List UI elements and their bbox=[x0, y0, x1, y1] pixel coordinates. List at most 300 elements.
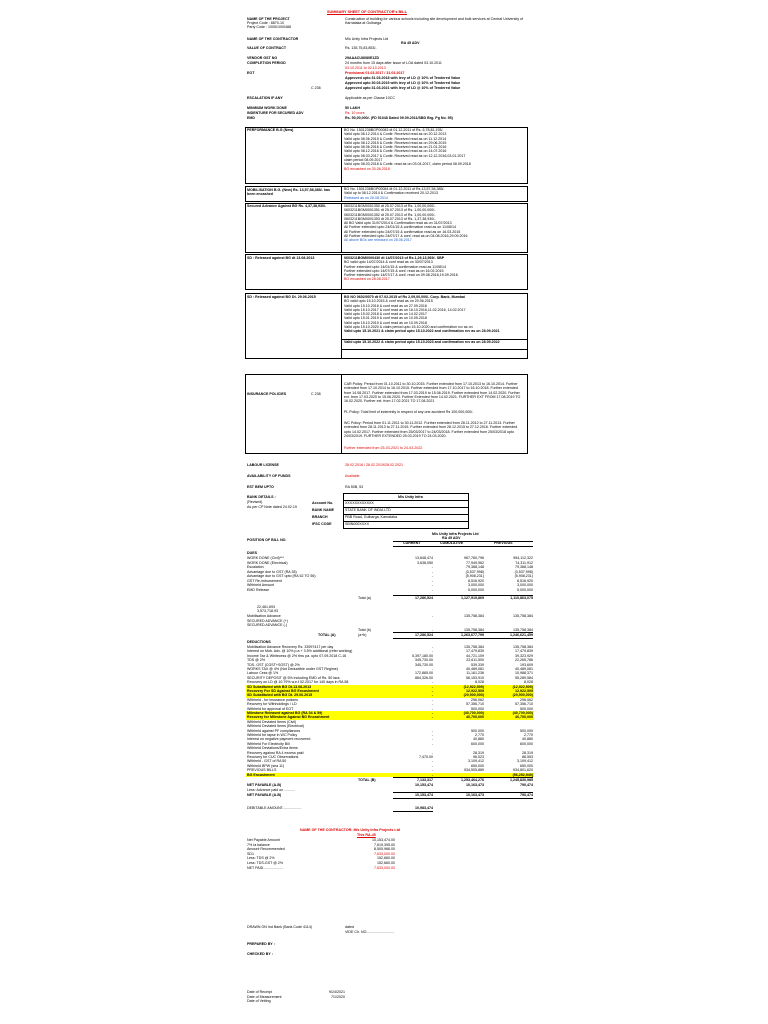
deduction-row-name: Recovery for Withholdings / LD bbox=[247, 702, 297, 707]
labour-label: LABOUR LICENSE bbox=[247, 463, 279, 467]
vide-label: VIDE Ch. NO............................ bbox=[345, 930, 395, 934]
total-a-label: Total (a) bbox=[358, 596, 371, 600]
section-line: Valid upto 08.06.2016 & Confir. Received read as on 21.01.2016 bbox=[344, 145, 447, 150]
total-ab-previous: 1,246,621,459 bbox=[510, 633, 533, 637]
project-description: Construction of building for various schools including site development and bulk services at Central University of Karnataka at Gulbarga bbox=[345, 17, 523, 26]
contractor-value: M/s Unity Infra Projects Ltd bbox=[345, 37, 389, 41]
net-payable2-cumulative: 10,163,473 bbox=[466, 793, 484, 797]
deduction-row-name: Withheld for lapse in WC Policy bbox=[247, 733, 298, 737]
project-label: NAME OF THE PROJECT bbox=[247, 17, 290, 21]
section-blue-line: All above BGs are released on 28.06.2017 bbox=[344, 238, 412, 243]
payment-row-value: 7,619,395.00 bbox=[374, 842, 395, 847]
section-label: Secured Advance Against BG Rs. 4,37,38,930/- bbox=[247, 204, 327, 208]
payment-title: NAME OF THE CONTRACTOR: M/s Unity Infra Projects Ltd bbox=[300, 828, 400, 832]
deduction-row-current: - bbox=[431, 737, 433, 742]
section-lines bbox=[344, 204, 467, 243]
dues-row-current: - bbox=[431, 574, 433, 578]
payment-row-label: Amount Recommended bbox=[247, 847, 285, 852]
section-line: Further extended upto 14/07/15 & conf. read as on 16.02.2015 bbox=[344, 268, 444, 273]
deduction-row-current: - bbox=[431, 702, 433, 707]
deduction-row-name: Income Tax & Whitecess @ 2% thru pa. upto 07.09.2018 C-16 bbox=[247, 653, 347, 658]
date-row-label: Date of Measurement bbox=[247, 994, 282, 999]
deduction-row-cumulative: 8,028 bbox=[475, 680, 484, 685]
dues-row-previous: 74,311,912 bbox=[515, 560, 533, 565]
deduction-row-cumulative: 57,356,710 bbox=[466, 702, 484, 707]
deduction-row-name: Withheld Deviated Items (Electrical) bbox=[247, 724, 304, 729]
document-title: SUMMARY SHEET OF CONTRACTOR's BILL bbox=[327, 10, 407, 14]
deduction-row-cumulative: 600,000 bbox=[471, 741, 484, 746]
total-a-previous: 1,110,863,075 bbox=[510, 596, 533, 600]
section-line: Valid upto 15.01.2019 & conf read as on 10.05.2018 bbox=[344, 316, 427, 321]
deduction-row-previous: (20,900,000) bbox=[512, 693, 533, 698]
dues-row-current: - bbox=[431, 587, 433, 592]
funds-label: AVAILABILITY OF FUNDS bbox=[247, 474, 291, 478]
deduction-row-name: Recovery on LD @ 10.79% w.e.f 02.2017 for 140 days in RA 58 bbox=[247, 680, 349, 685]
section-line: Valid upto 15.10.2017 & conf read as on 16.10.2016,11.02.2016, 14.02.2017 bbox=[344, 307, 466, 312]
deduction-row-previous: 650,000 bbox=[520, 763, 533, 768]
deduction-row-current: 864,326.00 bbox=[415, 675, 433, 680]
deduction-row-previous: 57,356,710 bbox=[515, 702, 533, 707]
section-line: Valid upto 08.12.2015 & Confir. Received read as on 29.06.2015 bbox=[344, 140, 447, 145]
deduction-row-cumulative: 28,319 bbox=[473, 750, 484, 755]
emd-label: EMD bbox=[247, 116, 255, 120]
deduction-row-name: Withheld Deviated Items (Civil) bbox=[247, 719, 297, 724]
vendor-label: VENDOR GST NO bbox=[247, 56, 278, 60]
net-payable-cumulative: 10,163,473 bbox=[466, 783, 484, 787]
date-row-label: Date of Vetting bbox=[247, 999, 271, 1004]
deduction-row-name: Withheld Deviations/Extra items bbox=[247, 746, 298, 751]
escalation-label: ESCALATION IF ANY bbox=[247, 96, 283, 100]
section-line: Valid upto 15.10.2019 & conf read as on 10.09.2018 bbox=[344, 320, 427, 325]
insurance-wc: WC Policy: Period from 01.11.2011 to 30.11.2012. Further extended from 28.11.2012 to 27.11.2013. Further extended from 28.11.2013 to 27.11.2015. Further extended from 28.12.2015 to 27.12.2016. Further extended upto 14.02.2017. Further extended from 25/03/2017 to 24/03/2018. Further extended from 25/03/2018 upto 24/03/2019. FURTHER EXTENDED 25.03.2019 TO 24.03.2020. bbox=[344, 421, 518, 438]
deduction-row-name: Withheld - for insurance policies bbox=[247, 697, 298, 702]
dated-label: dated bbox=[345, 925, 354, 929]
bank-row-value: PBB Road, Gulbarga, Karnataka bbox=[345, 515, 397, 519]
total-b-current: - bbox=[431, 628, 433, 632]
dues-row-name: Advantage due to GST upto (RA 52 TO 56) bbox=[247, 574, 316, 578]
deduction-row-previous: 17,479,839 bbox=[515, 649, 533, 654]
deduction-row-name: Mobilisation Advance Recovery Rs. 33997417 per day bbox=[247, 645, 334, 649]
payment-row-value: 8,505,966.00 bbox=[374, 847, 395, 852]
deduction-row-name: Withheld - GST of RA 50 bbox=[247, 759, 287, 764]
deduction-row-current: - bbox=[431, 750, 433, 755]
col-previous: PREVIOUS bbox=[494, 541, 513, 545]
deduction-row-name: TDS- GST (CGST+SGST) @ 2% bbox=[247, 662, 300, 667]
section-line: BG NO 0602/0070 dt 07.02.2015 of Rs 2,09,00,000/- Corp. Bank, Mumbai bbox=[344, 295, 466, 299]
debitable-value: 10,983,474 bbox=[415, 806, 433, 810]
date-row-label: Date of Receipt bbox=[247, 990, 272, 994]
ra-label: RA 45 ADV bbox=[401, 41, 420, 45]
dues-row-cumulative: (3,537,998) bbox=[465, 569, 484, 574]
dues-row-cumulative: 3,000,000 bbox=[468, 583, 484, 587]
section-line: Valid upto 15.02.2018 & conf read as on 14.02.2017 bbox=[344, 312, 427, 317]
section-label: MOBILISATION B.G. (New) Rs. 13,57,58,385/- has been encashed bbox=[247, 188, 331, 197]
deduction-row-cumulative: 500,000 bbox=[471, 706, 484, 711]
deduction-row-previous: 12,922,509 bbox=[515, 689, 533, 693]
mob-row-name: SECURED ADVANCE (-) bbox=[247, 623, 288, 627]
deduction-row-cumulative: 296,062 bbox=[471, 697, 484, 702]
prepared-label: PREPARED BY : bbox=[247, 942, 275, 946]
checked-label: CHECKED BY : bbox=[247, 952, 273, 956]
bank-row-label: BRANCH bbox=[312, 515, 328, 519]
dues-row-cumulative: 8,516,920 bbox=[468, 578, 484, 583]
bank-revised: (Revised) bbox=[247, 500, 263, 504]
contractor-label: NAME OF THE CONTRACTOR bbox=[247, 37, 299, 41]
deduction-row-name: BG Encashment bbox=[247, 772, 275, 777]
total-ab-label: TOTAL (A) bbox=[318, 633, 336, 637]
payment-row-value: 7,633,000.00 bbox=[374, 865, 395, 870]
deduction-row-cumulative: 500,000 bbox=[471, 728, 484, 733]
payment-row-value: 152,660.00 bbox=[377, 861, 395, 865]
section-line: Valid upto 15.10.2016 & conf read as on 27.09.2016 bbox=[344, 303, 427, 308]
est-bem-value: RA 50B, 53 bbox=[345, 485, 364, 489]
dues-row-cumulative: 77,949,962 bbox=[466, 560, 484, 565]
eot-line: Approved upto 30.03.2019 with levy of LD @ 10% of Tendered Value bbox=[345, 81, 461, 85]
dues-row-name: WORK DONE (Electrical) bbox=[247, 560, 288, 565]
section-line: Valid up to 08.12.2014 & Confirmation received 20.12.2013 bbox=[344, 191, 439, 196]
eot-label: EOT bbox=[247, 71, 255, 75]
section-lines bbox=[344, 256, 458, 282]
deduction-row-name: Recovery For SD Against BG Encashment bbox=[247, 689, 319, 693]
total-ab-cumulative: 1,263,677,799 bbox=[461, 633, 484, 637]
deduction-row-previous: 2,770 bbox=[524, 733, 533, 737]
completion-value: 24 months from 15 days after issue of LOA dated 03.10.2011 bbox=[345, 61, 442, 65]
deduction-row-cumulative: 650,000 bbox=[471, 763, 484, 768]
deduction-row-cumulative: 56,153,910 bbox=[466, 675, 484, 680]
labour-value: 28.02.2018 / 28.02.2019/28.02.2021 bbox=[345, 463, 403, 467]
insurance-pl: PL Policy: Total limit of indemnity in respect of any one accident Rs 100,000,000/- bbox=[344, 410, 474, 414]
section-line: BG No. 1501238BGP00084 dt 01.12.2011 of Rs.13,57,58,385/- bbox=[344, 187, 445, 191]
deduction-row-previous: (12,922,509) bbox=[512, 684, 533, 689]
section-lines bbox=[344, 128, 471, 171]
section-line: Valid upto 08.12.2016 & Confir. Received read as on 14.07.2016 bbox=[344, 149, 447, 154]
dues-row-current: 13,648,474 bbox=[415, 556, 433, 560]
funds-value: Available bbox=[345, 474, 360, 478]
total-a-cumulative: 1,127,919,869 bbox=[461, 596, 484, 600]
deduction-row-name: Interest on negative payment recovered bbox=[247, 737, 311, 742]
total-b-label: Total (b) bbox=[358, 628, 371, 632]
deduction-row-previous: 10,988,371 bbox=[515, 671, 533, 676]
date-row-value: 7/1/2020 bbox=[331, 994, 345, 999]
payment-row-label: NET PAID.................... bbox=[247, 865, 284, 870]
payment-row-value: 152,660.00 bbox=[377, 856, 395, 861]
dues-row-previous: 8,516,920 bbox=[517, 578, 533, 583]
est-bem-label: EST BEM UPTO bbox=[247, 485, 274, 489]
dues-row-name: Advantage due to GST (RA 35) bbox=[247, 569, 297, 574]
total-a-current: 17,286,524 bbox=[415, 596, 433, 600]
project-code: Project Code : 8870-10 bbox=[247, 21, 284, 25]
total-b2-cumulative: 1,253,464,276 bbox=[461, 778, 484, 782]
bank-details-label: BANK DETAILS : bbox=[247, 495, 276, 499]
payment-subtitle: This RA-45 bbox=[357, 833, 376, 837]
deduction-row-previous: (40,700,000) bbox=[512, 711, 533, 715]
deduction-row-current: - bbox=[431, 645, 433, 649]
section-line: Valid upto 15.10.2022 & claim period upto 15.10.2023 and confirmation rcv as on 28.09.2022 bbox=[344, 339, 500, 344]
section-line: 0603211BGM0001351 dt 25.07.2013 of Rs. 1,00,00,000/- bbox=[344, 208, 436, 213]
section-line: 0603211BGM0001353 dt 25.07.2013 of Rs. 1,37,38,930/- bbox=[344, 216, 436, 221]
deduction-row-current: 345,730.00 bbox=[415, 658, 433, 663]
total-b-cumulative: 135,758,384 bbox=[464, 628, 484, 632]
dues-row-current: 3,638,050 bbox=[417, 560, 433, 565]
section-line: BG valid upto 15.10.2015 & conf read as on 20.06.2015 bbox=[344, 299, 433, 304]
deduction-row-name: SD Substituted with BG Dt.13.08.2013 bbox=[247, 684, 312, 689]
deduction-row-current: - bbox=[431, 697, 433, 702]
position-subtitle: RA 45 ADV bbox=[442, 536, 461, 540]
payment-row-label: Less: TDS-GST @ 2% bbox=[247, 861, 284, 865]
deduction-row-current: 172,865.00 bbox=[415, 671, 433, 676]
dues-row-name: Escalation bbox=[247, 565, 264, 569]
deduction-row-name: Withheld against PF compliances bbox=[247, 728, 301, 733]
section-label: SD : Released against BG dt 13.08.2013 bbox=[247, 256, 315, 260]
deduction-row-cumulative: 17,479,839 bbox=[466, 649, 484, 654]
deduction-row-previous: 934,801,620 bbox=[513, 768, 533, 773]
deduction-row-cumulative: 934,505,889 bbox=[464, 768, 484, 773]
section-line: Valid upto 15.10.2020 & claim period upto 15.10.2020 and confirmation rcv as on bbox=[344, 325, 473, 330]
section-line: All Further extended upto 24/07/15 & confirmation read as on 16.03.2015 bbox=[344, 229, 461, 234]
dues-row-current: - bbox=[431, 569, 433, 574]
section-line: 0603211BGM0001352 dt 25.07.2013 of Rs. 1,00,00,000/- bbox=[344, 212, 436, 217]
dues-row-current: - bbox=[431, 578, 433, 583]
deduction-row-name: Recovery against RA 4 excess paid bbox=[247, 750, 304, 755]
total-b2-label: TOTAL (B) bbox=[358, 778, 376, 782]
dues-row-name: WORK DONE (Civil)*** bbox=[247, 556, 284, 560]
bank-row-label: BANK NAME bbox=[312, 508, 334, 512]
section-line: Valid upto 08.12.2014 & Confir. Received read as on 20.12.2013 bbox=[344, 132, 447, 137]
deduction-row-name: WORKS TAX @ 4% (Not Deductible under GST Regime) bbox=[247, 667, 338, 671]
deduction-row-current: - bbox=[431, 706, 433, 711]
deduction-row-cumulative: (12,922,509) bbox=[463, 684, 484, 689]
deduction-row-name: Recovery for Milestone Against BG Encashment bbox=[247, 715, 330, 720]
indenture-label: INDENTURE FOR SECURED ADV bbox=[247, 111, 304, 115]
deduction-row-previous: 500,000 bbox=[520, 728, 533, 733]
deductions-label: DEDUCTIONS bbox=[247, 640, 271, 644]
deduction-row-current: - bbox=[431, 728, 433, 733]
total-ab-current: 17,286,524 bbox=[415, 633, 433, 637]
deduction-row-cumulative: 22,611,500 bbox=[466, 658, 484, 663]
party-code: Party Code : 1005/1000488 bbox=[247, 25, 291, 29]
deduction-row-name: Labour Cess @ 1% bbox=[247, 671, 279, 676]
col-current: CURRENT bbox=[403, 541, 421, 545]
section-label: SD : Released against BG Dt. 29.06.2015 bbox=[247, 295, 316, 299]
deduction-row-previous: 3,109,412 bbox=[517, 759, 533, 764]
mob-extra: 3,573,718.93 bbox=[257, 609, 278, 613]
deduction-row-current: - bbox=[431, 772, 433, 777]
dues-row-previous: 3,000,000 bbox=[517, 583, 533, 587]
deduction-row-name: Recovery for CUC Observations bbox=[247, 755, 299, 759]
deduction-row-name: Withheld for approval of EOT bbox=[247, 706, 294, 711]
mob-row-name: Mobilisation Advance bbox=[247, 614, 281, 618]
dues-row-cumulative: 5,000,000 bbox=[468, 587, 484, 592]
bank-as-per: As per CP Note dated 24.02.19 bbox=[247, 505, 297, 509]
section-line: BG valid upto 14/07/2014 & conf read as on 30/07/2013 bbox=[344, 260, 433, 265]
section-line: All Further extended upto 24/07/17 & conf. read as on 04.08.2016,29.09.2016 bbox=[344, 234, 468, 239]
deduction-row-current: - bbox=[431, 711, 433, 715]
deduction-row-current: 5,397,180.00 bbox=[412, 653, 433, 658]
mob-row-cumulative: 135,758,384 bbox=[464, 614, 484, 618]
dues-row-cumulative: 967,760,796 bbox=[464, 556, 484, 560]
completion-label: COMPLETION PERIOD bbox=[247, 61, 286, 65]
section-line: Further extended upto 14/07/17 & conf. read on 09.08.2016,19.09.2016 bbox=[344, 273, 458, 278]
section-blue-line: Released as on 26.08.2014 bbox=[344, 195, 388, 200]
eot-provisional: Provisional 01.03.2017 / 31.03.2017 bbox=[345, 71, 405, 75]
deduction-row-previous: 40,700,000 bbox=[515, 715, 533, 720]
deduction-row-previous: 28,319 bbox=[522, 750, 533, 755]
escalation-value: Applicable as per Clause 10CC bbox=[345, 96, 395, 100]
section-line: Valid upto 08.03.2017 & Confir. Received read as on 12.12.2016,03.01.2017 bbox=[344, 153, 466, 158]
deduction-row-previous: 40,489,081 bbox=[515, 667, 533, 671]
deduction-row-previous: (56,252,949) bbox=[512, 772, 533, 777]
payment-row-label: SD1 bbox=[247, 851, 254, 856]
col-cumulative: CUMULATIVE bbox=[440, 541, 464, 545]
deduction-row-current: - bbox=[431, 667, 433, 671]
deduction-row-current: - bbox=[431, 649, 433, 654]
deduction-row-current: - bbox=[431, 768, 433, 773]
contract-value: Rs. 135,75,83,853/- bbox=[345, 46, 377, 50]
section-red-line: Further extended from 25-03-2021 to 24-03-2022 bbox=[344, 446, 423, 450]
deduction-row-current: - bbox=[431, 693, 433, 698]
dues-row-current: - bbox=[431, 565, 433, 569]
deduction-row-name: TDS @ 2% bbox=[247, 658, 266, 663]
net-payable-label: NET PAYABLE (A-B) bbox=[247, 783, 282, 787]
section-red-line: BG encashed on 30.06.2018 bbox=[344, 166, 390, 171]
payment-row-label: Net Payable Amount bbox=[247, 838, 280, 842]
payment-row-label: Less: TDS @ 2% bbox=[247, 856, 275, 861]
less-advance-label: Less: Advance paid on ........... bbox=[247, 788, 296, 792]
mob-extra: 22,461,693 bbox=[257, 605, 275, 609]
deduction-row-current: - bbox=[431, 689, 433, 693]
section-line: 0603211BGM0000430 dt 14/07/2013 of Rs.1,29,13,569/- SBP bbox=[344, 256, 445, 260]
total-b2-current: 7,133,317 bbox=[417, 778, 433, 782]
net-payable-previous: 790,474 bbox=[520, 783, 533, 787]
section-line: All Further extended upto 24/01/15 & confirmation read as on 11/08/14 bbox=[344, 225, 457, 230]
deduction-row-cumulative: 135,758,384 bbox=[464, 645, 484, 649]
deduction-row-current: - bbox=[431, 715, 433, 720]
dues-row-cumulative: 79,368,148 bbox=[466, 565, 484, 569]
section-line: BG No. 1501238BGP00083 dt 01.12.2011 of Rs. 6,78,81,193/- bbox=[344, 128, 444, 132]
section-label: PERFORMANCE B.G (New) bbox=[247, 128, 294, 132]
min-work-value: 50 LAKH bbox=[345, 106, 360, 110]
deduction-row-name: PREVIOUS BILLS bbox=[247, 768, 277, 773]
deduction-row-name: Withheld For Electricity Bill bbox=[247, 741, 290, 746]
deduction-row-current: - bbox=[431, 733, 433, 737]
deduction-row-name: SECURITY DEPOSIT @ 5% including EMD of Rs. 50 lacs bbox=[247, 675, 340, 680]
deduction-row-cumulative: (40,700,000) bbox=[463, 711, 484, 715]
dues-row-previous: 79,368,148 bbox=[515, 565, 533, 569]
total-ab-sub: (a+b) bbox=[358, 633, 367, 637]
section-line: 0603211BGM0001350 dt 25.07.2013 of Rs. 1,00,00,000/- bbox=[344, 204, 436, 208]
deduction-row-previous: 40,880 bbox=[522, 737, 533, 742]
bank-row-value: XXXXXXXXXXXX bbox=[345, 501, 374, 505]
deduction-row-cumulative: 44,721,109 bbox=[466, 653, 484, 658]
deduction-row-current: 345,730.00 bbox=[415, 662, 433, 667]
deduction-row-cumulative: 40,489,081 bbox=[466, 667, 484, 671]
mob-row-previous: 135,758,384 bbox=[513, 614, 533, 618]
emd-value: Rs. 50,00,000/- (FD 51048 Dated 09.09.2011/SBD Brg. Pg No. 95) bbox=[345, 116, 453, 120]
deduction-row-current: - bbox=[431, 684, 433, 689]
insurance-car: CAR Policy: Period from 01.10.2011 to 30.10.2015. Further extended from 17.10.2013 to 16.10.2014. Further extended from 17.10.2014 to 16.10.2015. Further extended from 17.10.2017 to 16.10.2018. Further extended from 14.08.2017. Further extended from 17.03.2019 to 15.06.2019. Further extended from 14.02.2020. Further ext. from 17.03.2020 to 15.06.2020. Further Extended from 14.02.2021. FURTHER EXT FROM 17.08.2019 TO 16.02.2020. Further ext. from 17.02.2021 TO 17.08.2021 bbox=[344, 382, 521, 404]
dues-row-name: Withheld Amount bbox=[247, 583, 275, 587]
position-title: M/s Unity Infra Projects Ltd bbox=[432, 532, 479, 536]
indenture-value: Rs. 10 crore bbox=[345, 111, 365, 115]
dues-row-name: GST Re-imbursement bbox=[247, 578, 282, 583]
bank-table-title: M/s Unity Infra bbox=[398, 495, 423, 499]
dues-row-name: EMD Release bbox=[247, 587, 270, 592]
min-work-label: MINIMUM WORK DONE bbox=[247, 106, 287, 110]
deduction-row-cumulative: 11,161,236 bbox=[466, 671, 484, 676]
dues-row-previous: 5,000,000 bbox=[517, 587, 533, 592]
net-payable2-label: NET PAYABLE (A-B) bbox=[247, 793, 282, 797]
vendor-value: 29AAACU8080E1ZD bbox=[345, 56, 380, 60]
net-payable2-previous: 790,474 bbox=[520, 793, 533, 797]
section-line: Further extended upto 14/01/15 & confirmation read as 11/08/14 bbox=[344, 264, 447, 269]
deduction-row-previous: 296,062 bbox=[520, 697, 533, 702]
deduction-row-name: Interest on Mob. Adv. @ 10% p.a + 3.5% additional (refer working) bbox=[247, 649, 353, 654]
deduction-row-previous: 193,609 bbox=[520, 662, 533, 667]
deduction-row-cumulative: 40,700,000 bbox=[466, 715, 484, 720]
section-label: INSURANCE POLICIES bbox=[247, 392, 287, 396]
section-line: claim period 08.09.2017 bbox=[344, 158, 383, 163]
bank-row-value: STATE BANK OF INDIA LTD bbox=[345, 508, 391, 512]
deduction-row-previous: 135,758,384 bbox=[513, 645, 533, 649]
deduction-row-cumulative: 3,109,412 bbox=[468, 759, 484, 764]
deduction-row-previous: 22,265,786 bbox=[515, 658, 533, 663]
clause-ref: C 238 bbox=[311, 392, 321, 396]
section-lines bbox=[344, 295, 500, 344]
deduction-row-previous: 8,028 bbox=[524, 680, 533, 685]
deduction-row-previous: 88,553 bbox=[522, 755, 533, 759]
bank-row-label: IFSC CODE bbox=[312, 522, 332, 526]
net-payable-current: 10,153,474 bbox=[415, 783, 433, 787]
contract-value-label: VALUE OF CONTRACT bbox=[247, 46, 287, 50]
deduction-row-current: - bbox=[431, 741, 433, 746]
payment-row-value: 7,633,000.00 bbox=[374, 851, 395, 856]
deduction-row-previous: 500,000 bbox=[520, 706, 533, 711]
dues-label: DUES bbox=[247, 551, 257, 555]
deduction-row-previous: 600,000 bbox=[520, 741, 533, 746]
deduction-row-current: - bbox=[431, 763, 433, 768]
total-b-previous: 135,758,384 bbox=[513, 628, 533, 632]
payment-row-label: 7% Ia balance bbox=[247, 842, 270, 847]
eot-line: Approved upto 31.03.2018 with levy of LD @ 10% of Tendered Value bbox=[345, 76, 461, 80]
deduction-row-current: - bbox=[431, 680, 433, 685]
deduction-row-current: - bbox=[431, 759, 433, 764]
deduction-row-cumulative: (20,900,000) bbox=[463, 693, 484, 698]
total-b2-previous: 1,245,830,985 bbox=[510, 778, 533, 782]
deduction-row-current: 7,470.00 bbox=[419, 755, 433, 759]
net-payable2-current: 10,153,474 bbox=[415, 793, 433, 797]
deduction-row-name: Milestone Released against BG (RA 54 & 59) bbox=[247, 711, 323, 715]
dues-row-previous: 954,112,322 bbox=[513, 556, 533, 560]
date-row-value: 9/24/2021 bbox=[329, 990, 345, 994]
dues-row-previous: (3,537,998) bbox=[514, 569, 533, 574]
mob-row-name: SECURED ADVANCE (+) bbox=[247, 618, 288, 623]
dues-row-previous: (5,908,231) bbox=[514, 574, 533, 578]
section-line: Valid upto 15.10.2021 & claim period upto 15.10.2022 and confirmation rcv as on 28.09.2021 bbox=[344, 329, 500, 334]
drawn-label: DRAWN ON Ind Bank (Bank Code 4114) bbox=[247, 925, 312, 929]
deduction-row-previous: 39,323,929 bbox=[515, 653, 533, 658]
section-line: Valid upto 08.06.2015 & Confir. Received read as on 11.12.2014 bbox=[344, 136, 447, 141]
bank-row-label: Account No. bbox=[312, 501, 334, 505]
eot-line: Approved upto 31.03.2021 with levy of LD @ 10% of Tendered Value bbox=[345, 86, 461, 90]
debitable-label: DEBITABLE AMOUNT................... bbox=[247, 806, 302, 810]
section-line: Valid upto 08.03.2018 & Confir. read as on 03.04.2017, claim period 08.09.2018 bbox=[344, 162, 471, 167]
deduction-row-cumulative: 12,922,509 bbox=[466, 689, 484, 693]
bank-row-value: SBIN000XXXX bbox=[345, 522, 369, 526]
position-label: POSITION OF BILL NO. bbox=[247, 538, 287, 542]
completion-dates: 03.10.2011 to 02.10.2013 bbox=[345, 66, 386, 70]
deduction-row-previous: 55,289,584 bbox=[515, 675, 533, 680]
section-red-line: BG encashed on 28.08.2017 bbox=[344, 277, 390, 282]
